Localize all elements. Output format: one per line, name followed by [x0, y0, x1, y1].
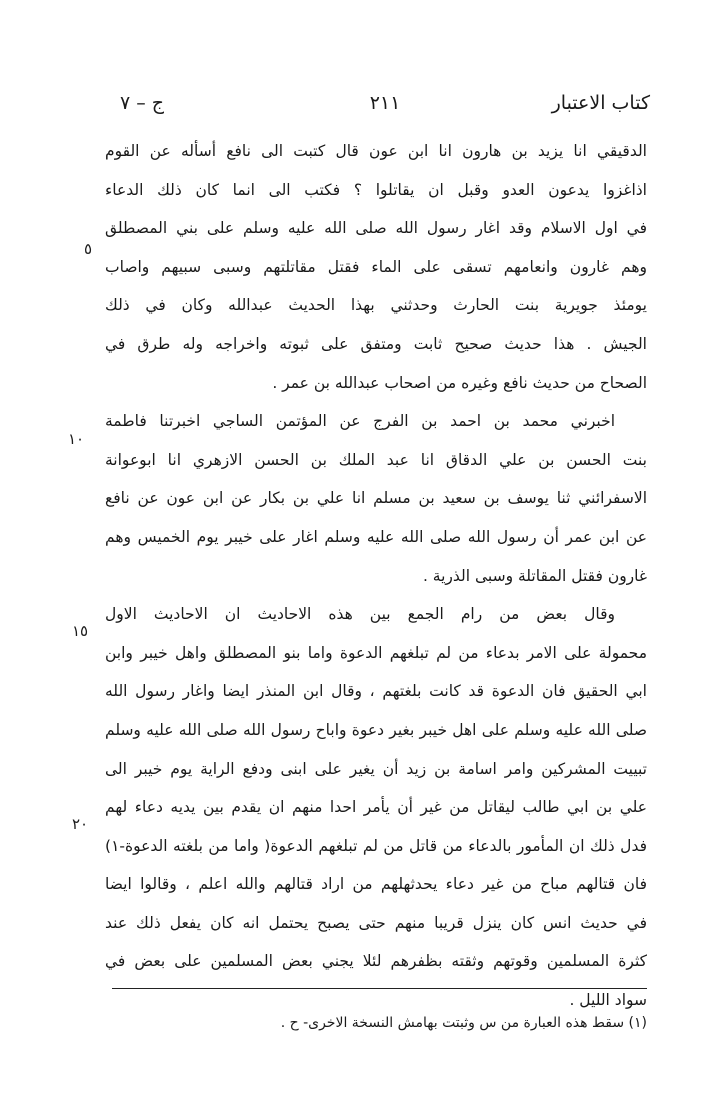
footnote-divider — [112, 988, 647, 989]
text-line: الدقيقي انا يزيد بن هارون انا ابن عون قال كتبت الى نافع أسأله عن القوم — [105, 142, 647, 160]
text-line: الجيش . هذا حديث صحيح ثابت ومتفق على ثبوته واخراجه وله طرق في — [105, 334, 647, 353]
text-line: سواد الليل . — [569, 991, 647, 1010]
page-header — [120, 92, 650, 128]
text-line: فدل ذلك ان المأمور بالدعاء من قاتل من لم تبلغهم الدعوة( واما من بلغته الدعوة-١) — [105, 836, 647, 855]
text-line: اخبرني محمد بن احمد بن الفرج عن المؤتمن الساجي اخبرتنا فاطمة — [105, 412, 615, 431]
margin-line-number: ١٥ — [72, 622, 89, 640]
text-line: محمولة على الامر بدعاء من لم تبلغهم الدعوة واما بنو المصطلق واهل خيبر وابن — [105, 643, 647, 662]
text-line: يومئذ جويرية بنت الحارث وحدثني بهذا الحديث عبدالله وكان في ذلك — [105, 296, 647, 315]
text-line: فان قتالهم مباح من غير دعاء يحدثهلهم من اراد قتالهم والله اعلم ، وقالوا ايضا — [105, 875, 647, 894]
text-line: وقال بعض من رام الجمع بين هذه الاحاديث ان الاحاديث الاول — [105, 605, 615, 624]
main-text — [105, 132, 647, 1020]
text-line: اذاغزوا يدعون العدو وقبل ان يقاتلوا ؟ فكتب الى انما كان ذلك الدعاء — [105, 180, 647, 199]
text-line: كثرة المسلمين وقوتهم وثقته بظفرهم لئلا يجني بعض المسلمين على بعض في — [105, 952, 647, 971]
book-title: كتاب الاعتبار — [551, 92, 650, 114]
text-line: تبييت المشركين وامر اسامة بن زيد أن يغير على ابنى ودفع الراية يوم خيبر الى — [105, 759, 647, 778]
text-line: وهم غارون وانعامهم تسقى على الماء فقتل مقاتلتهم وسبى سبيهم واصاب — [105, 257, 647, 276]
text-line: غارون فقتل المقاتلة وسبى الذرية . — [422, 566, 647, 585]
margin-line-number: ١٠ — [68, 430, 85, 448]
page-number: ٢١١ — [369, 92, 401, 114]
text-line: الصحاح من حديث نافع وغيره من اصحاب عبدالله بن عمر . — [272, 373, 647, 392]
text-line: في حديث انس كان ينزل قريبا منهم حتى يصبح يحتمل انه كان يفعل ذلك عند — [105, 913, 647, 932]
text-line: في اول الاسلام وقد اغار رسول الله صلى الله عليه وسلم على بني المصطلق — [105, 219, 647, 238]
text-line: ابي الحقيق فان الدعوة قد كانت بلغتهم ، وقال ابن المنذر ايضا واغار رسول الله — [105, 682, 647, 701]
margin-line-number: ٢٠ — [72, 815, 89, 833]
text-line: علي بن ابي طالب ليقاتل من غير أن يأمر احدا منهم ان يقدم بين يديه دعاء لهم — [105, 798, 647, 817]
volume-label: ج – ٧ — [120, 92, 165, 114]
text-line: الاسفرائني ثنا يوسف بن سعيد بن مسلم انا علي بن بكار عن ابن عون عن نافع — [105, 489, 647, 508]
text-line: عن ابن عمر أن رسول الله صلى الله عليه وسلم اغار على خيبر يوم الخميس وهم — [105, 527, 647, 546]
footnote: (١) سقط هذه العبارة من س وثبتت بهامش النسخة الاخرى- ح . — [280, 1015, 647, 1031]
text-line: صلى الله عليه وسلم على اهل خيبر بغير دعوة واباح رسول الله صلى الله عليه وسلم — [105, 720, 647, 739]
margin-line-number: ٥ — [84, 240, 93, 258]
text-line: بنت الحسن بن علي الدقاق انا عبد الملك بن الحسن الازهري انا ابوعوانة — [105, 450, 647, 469]
